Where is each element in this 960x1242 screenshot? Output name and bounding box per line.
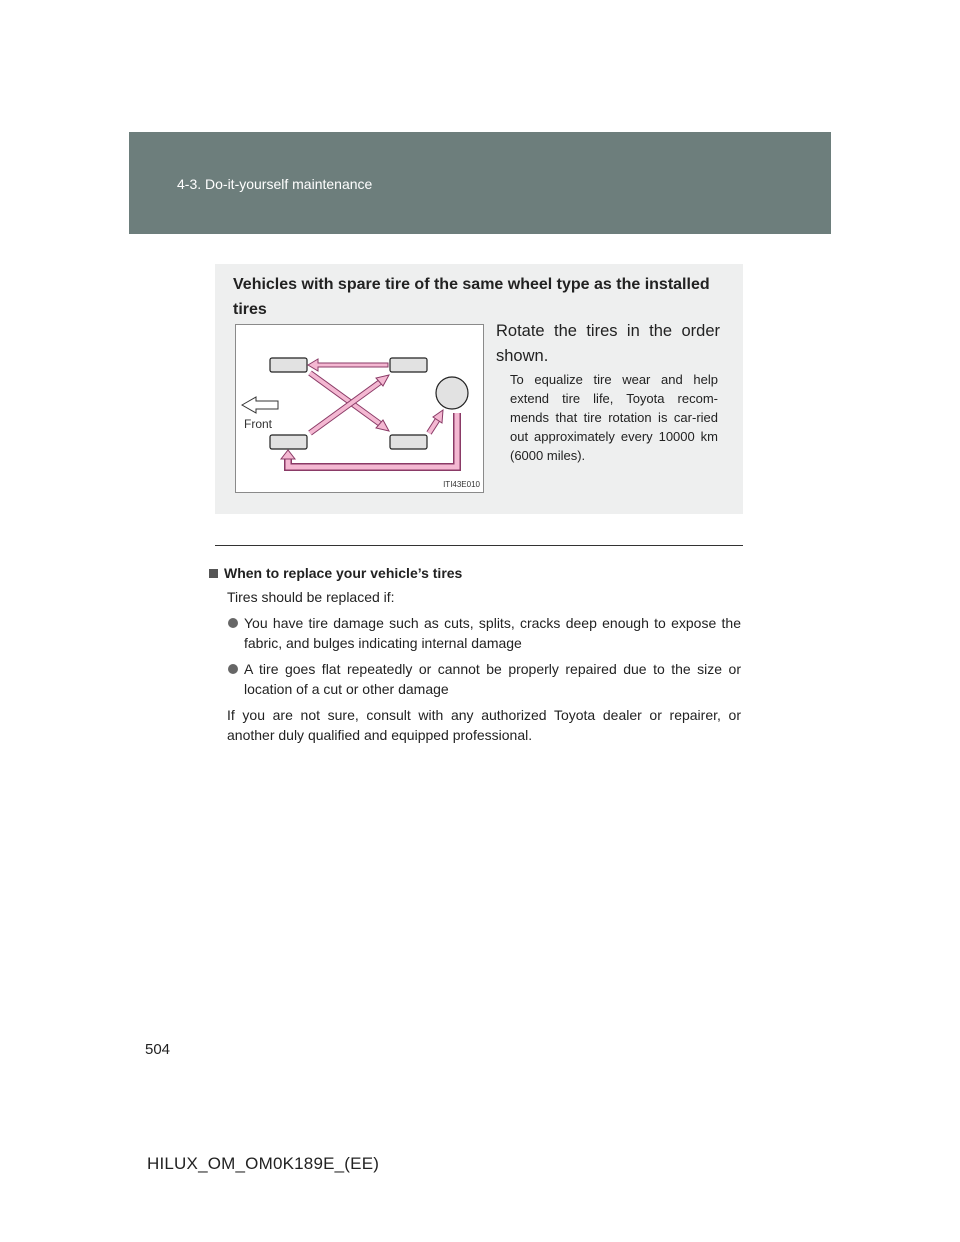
list-item-text: A tire goes flat repeatedly or cannot be properly repaired due to the size or location of a cut or other damage [244, 661, 741, 697]
tire-rotation-diagram [236, 325, 483, 492]
front-right-tire [390, 358, 427, 372]
page-number: 504 [145, 1041, 171, 1058]
rear-left-tire [270, 435, 307, 449]
tire-rotation-figure [235, 324, 484, 493]
list-item [207, 613, 741, 653]
section-intro: Tires should be replaced if: [227, 589, 395, 605]
front-label: Front [244, 417, 273, 431]
bullet-dot-icon [228, 618, 238, 628]
info-box-title: Vehicles with spare tire of the same wheel type as the installed tires [233, 276, 710, 318]
square-bullet-icon [209, 569, 218, 578]
section-heading [207, 563, 741, 583]
document-code: HILUX_OM_OM0K189E_(EE) [147, 1154, 380, 1173]
rotation-instruction: Rotate the tires in the order shown. [496, 322, 720, 365]
rear-right-tire [390, 435, 427, 449]
section-closing: If you are not sure, consult with any authorized Toyota dealer or repairer, or another duly qualified and equipped professional. [227, 707, 741, 743]
list-item-text: You have tire damage such as cuts, splits, cracks deep enough to expose the fabric, and bulges indicating internal damage [244, 615, 741, 651]
bullet-dot-icon [228, 664, 238, 674]
rotation-arrow-rr-to-spare [429, 410, 443, 433]
front-left-tire [270, 358, 307, 372]
front-direction-arrow [242, 397, 278, 413]
section-label: 4-3. Do-it-yourself maintenance [177, 176, 373, 192]
spare-tire [436, 377, 468, 409]
figure-code: ITI43E010 [443, 480, 480, 489]
list-item [207, 659, 741, 699]
section-divider [215, 545, 743, 546]
replacement-section [207, 563, 741, 745]
section-heading-text: When to replace your vehicle’s tires [224, 565, 463, 581]
rotation-note: To equalize tire wear and help extend tire life, Toyota recom-mends that tire rotation is car-ried out approximately every 10000 km (6000 miles). [510, 372, 718, 463]
rotation-arrow-fr-to-fl [308, 359, 388, 371]
